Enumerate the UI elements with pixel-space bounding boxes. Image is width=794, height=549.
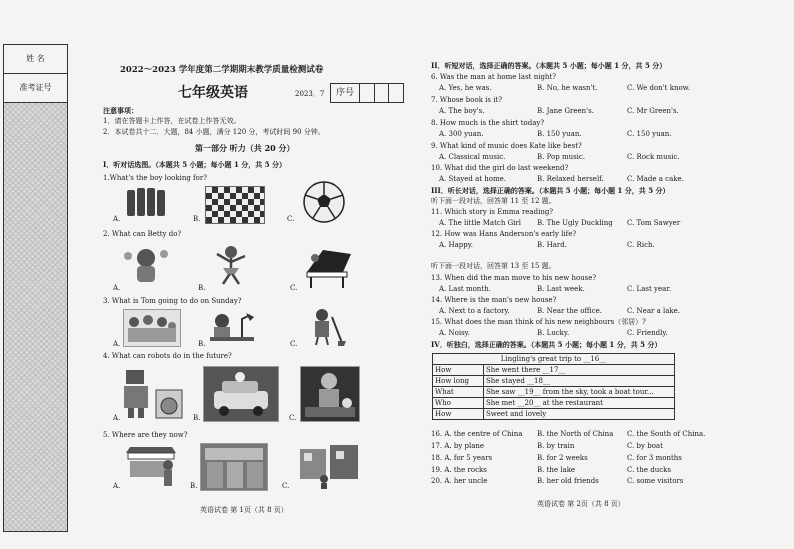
q20-option-c: C. some visitors — [627, 477, 684, 485]
row-value: She met __20__ at the restaurant — [484, 398, 675, 409]
q11-option-c: C. Tom Sawyer — [627, 219, 681, 227]
q13-option-b: B. Last week. — [537, 285, 585, 293]
children-playing-picture — [123, 309, 181, 347]
q19-option-a: 19. A. the rocks — [431, 466, 487, 474]
option-c: C. — [289, 414, 297, 422]
trip-info-table — [432, 353, 675, 420]
seq-cell — [359, 84, 374, 102]
footer-page-2: 英语试卷 第 2页（共 8 页） — [537, 500, 625, 508]
question-5: 5. Where are they now? — [103, 431, 188, 439]
option-b: B. — [198, 340, 206, 348]
note-item: 2．本试卷共十二．大题，84 小题，满分 120 分，考试时间 90 分钟。 — [103, 128, 325, 136]
q12-option-a: A. Happy. — [439, 241, 473, 249]
footer-page-1: 英语试卷 第 1页（共 8 页） — [200, 506, 288, 514]
q10-option-b: B. Relaxed herself. — [537, 175, 604, 183]
q7-option-c: C. Mr Green's. — [627, 107, 679, 115]
exam-number-label: 准考证号 — [4, 74, 67, 103]
q15-option-c: C. Friendly. — [627, 329, 668, 337]
option-b: B. — [193, 215, 201, 223]
option-b: B. — [198, 284, 206, 292]
question-7: 7. Whose book is it? — [431, 96, 503, 104]
q18-option-c: C. for 3 months — [627, 454, 682, 462]
subject-title: 七年级英语 — [178, 85, 248, 101]
girl-dancing-picture — [205, 244, 257, 288]
table-row — [433, 376, 675, 387]
q8-option-b: B. 150 yuan. — [537, 130, 582, 138]
row-key: How long — [433, 376, 484, 387]
boy-cleaning-picture — [302, 307, 348, 347]
table-row — [433, 365, 675, 376]
binding-strip — [3, 44, 68, 532]
q18-option-a: 18. A. for 5 years — [431, 454, 493, 462]
football-picture — [302, 180, 346, 224]
q18-option-b: B. for 2 weeks — [537, 454, 588, 462]
q12-option-b: B. Hard. — [537, 241, 567, 249]
q15-option-b: B. Lucky. — [537, 329, 570, 337]
street-picture — [296, 443, 362, 489]
question-3: 3. What is Tom going to do on Sunday? — [103, 297, 242, 305]
question-11: 11. Which story is Emma reading? — [431, 208, 554, 216]
q9-option-a: A. Classical music. — [439, 153, 506, 161]
option-c: C. — [290, 340, 298, 348]
option-b: B. — [190, 482, 198, 490]
q20-option-a: 20. A. her uncle — [431, 477, 488, 485]
q15-option-a: A. Noisy. — [439, 329, 470, 337]
q13-option-c: C. Last year. — [627, 285, 672, 293]
sequence-label: 序号 — [335, 88, 354, 98]
option-a: A. — [113, 414, 121, 422]
market-stall-picture — [122, 443, 180, 489]
option-c: C. — [282, 482, 290, 490]
option-a: A. — [113, 482, 121, 490]
table-row — [433, 387, 675, 398]
q6-option-c: C. We don't know. — [627, 84, 691, 92]
boy-studying-picture — [206, 309, 256, 345]
piano-picture — [303, 244, 355, 290]
q17-option-c: C. by boat — [627, 442, 663, 450]
q10-option-c: C. Made a cake. — [627, 175, 684, 183]
option-a: A. — [113, 340, 121, 348]
q14-option-c: C. Near a lake. — [627, 307, 680, 315]
row-value: She went there __17__ — [484, 365, 675, 376]
q7-option-b: B. Jane Green's. — [537, 107, 594, 115]
q16-option-c: C. the South of China. — [627, 430, 706, 438]
gloves-picture — [123, 186, 173, 222]
table-row — [433, 398, 675, 409]
row-value: She stayed __18__ — [484, 376, 675, 387]
q19-option-b: B. the lake — [537, 466, 576, 474]
question-10: 10. What did the girl do last weekend? — [431, 164, 569, 172]
row-value: She saw __19__ from the sky, took a boat tour... — [484, 387, 675, 398]
section2-title: II．听短对话，选择正确的答案。（本题共 5 小题；每小题 1 分，共 5 分） — [431, 61, 667, 70]
q19-option-c: C. the ducks — [627, 466, 671, 474]
q6-option-b: B. No, he wasn't. — [537, 84, 598, 92]
row-key: How — [433, 409, 484, 420]
question-8: 8. How much is the shirt today? — [431, 119, 545, 127]
q9-option-c: C. Rock music. — [627, 153, 680, 161]
question-15: 15. What does the man think of his new neighbours（邻居）? — [431, 318, 646, 326]
question-13: 13. When did the man move to his new house? — [431, 274, 597, 282]
q10-option-a: A. Stayed at home. — [439, 175, 507, 183]
option-c: C. — [287, 215, 295, 223]
option-a: A. — [113, 215, 121, 223]
row-key: How — [433, 365, 484, 376]
question-6: 6. Was the man at home last night? — [431, 73, 556, 81]
q12-option-c: C. Rich. — [627, 241, 655, 249]
q16-option-a: 16. A. the centre of China — [431, 430, 523, 438]
exam-title: 2022～2023 学年度第二学期期末教学质量检测试卷 — [120, 65, 324, 75]
row-value: Sweet and lovely — [484, 409, 675, 420]
option-a: A. — [113, 284, 121, 292]
girl-singing-picture — [120, 244, 172, 288]
q14-option-a: A. Next to a factory. — [439, 307, 510, 315]
table-title: Lingling's great trip to __16__ — [433, 354, 675, 365]
q16-option-b: B. the North of China — [537, 430, 614, 438]
q8-option-a: A. 300 yuan. — [439, 130, 484, 138]
question-2: 2. What can Betty do? — [103, 230, 182, 238]
seq-cell — [388, 84, 403, 102]
row-key: What — [433, 387, 484, 398]
question-1: 1.What's the boy looking for? — [103, 174, 207, 182]
section3-title: III．听长对话，选择正确的答案。（本题共 5 小题；每小题 1 分，共 5 分） — [431, 186, 670, 195]
q13-option-a: A. Last month. — [439, 285, 491, 293]
q7-option-a: A. The boy's. — [439, 107, 485, 115]
row-key: Who — [433, 398, 484, 409]
question-4: 4. What can robots do in the future? — [103, 352, 232, 360]
option-b: B. — [193, 414, 201, 422]
name-label: 姓 名 — [4, 45, 67, 74]
q17-option-b: B. by train — [537, 442, 575, 450]
section4-title: IV．听独白，选择正确的答案。（本题共 5 小题；每小题 1 分，共 5 分） — [431, 340, 662, 349]
q11-option-b: B. The Ugly Duckling — [537, 219, 613, 227]
q20-option-b: B. her old friends — [537, 477, 599, 485]
q14-option-b: B. Near the office. — [537, 307, 603, 315]
section1-title: I．听对话选图。（本题共 5 小题；每小题 1 分，共 5 分） — [103, 160, 287, 169]
q11-option-a: A. The little Match Girl — [439, 219, 521, 227]
shop-interior-picture — [200, 443, 268, 491]
section3-intro-1: 听下面一段对话，回答第 11 至 12 题。 — [431, 197, 556, 205]
note-item: 1．请在答题卡上作答，在试卷上作答无效。 — [103, 117, 241, 125]
seq-cell — [374, 84, 389, 102]
q9-option-b: B. Pop music. — [537, 153, 586, 161]
exam-date: 2023．7 — [295, 90, 325, 98]
question-9: 9. What kind of music does Kate like best? — [431, 142, 582, 150]
q6-option-a: A. Yes, he was. — [439, 84, 492, 92]
notes-title: 注意事项： — [103, 106, 138, 115]
question-12: 12. How was Hans Anderson's early life? — [431, 230, 577, 238]
q17-option-a: 17. A. by plane — [431, 442, 485, 450]
robot-washing-picture — [120, 366, 186, 420]
q8-option-c: C. 150 yuan. — [627, 130, 672, 138]
option-c: C. — [290, 284, 298, 292]
robot-cooking-picture — [300, 366, 360, 422]
table-row — [433, 409, 675, 420]
part1-title: 第一部分 听力（共 20 分） — [195, 143, 295, 153]
question-14: 14. Where is the man's new house? — [431, 296, 557, 304]
robot-driving-picture — [203, 366, 279, 422]
checkered-scarf-picture — [205, 186, 265, 224]
section3-intro-2: 听下面一段对话，回答第 13 至 15 题。 — [431, 262, 556, 270]
sequence-box — [330, 83, 404, 103]
